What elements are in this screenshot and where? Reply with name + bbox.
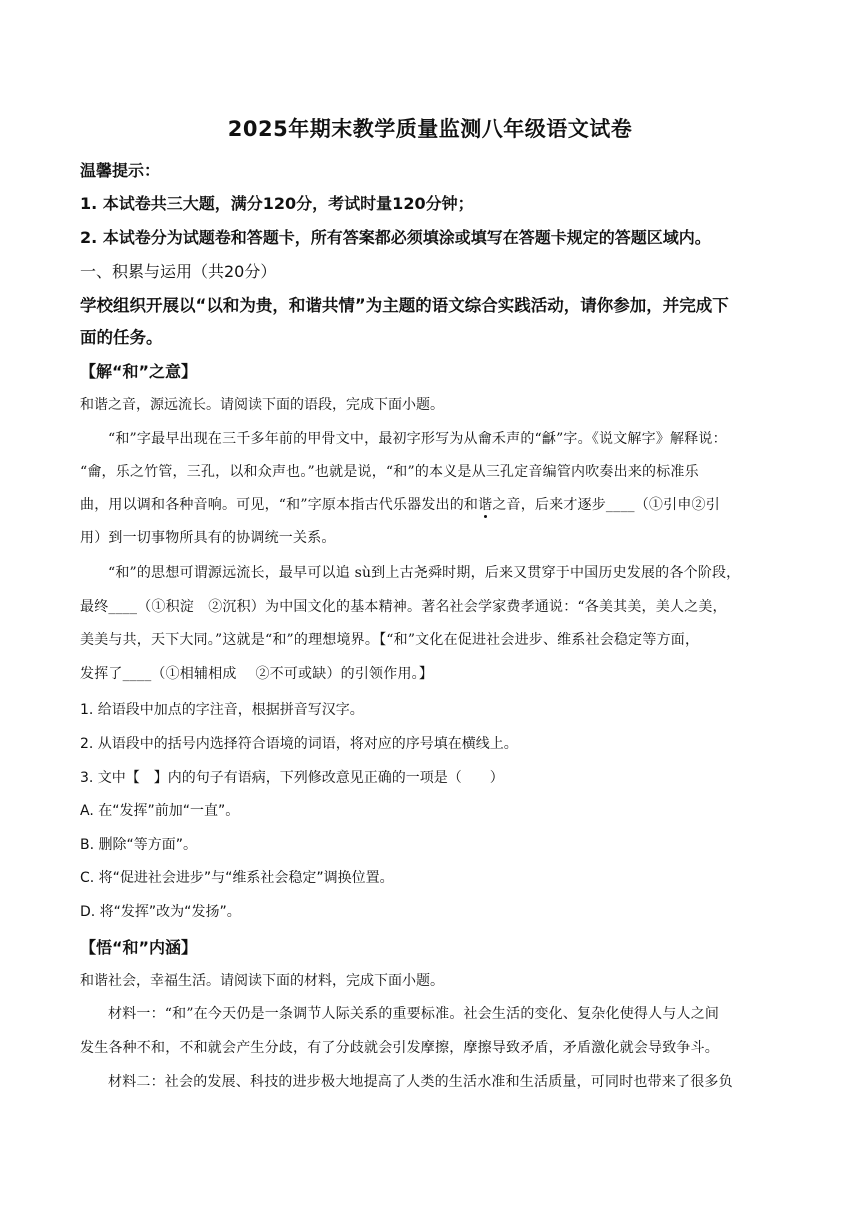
material-1-line-1: 材料一：“和”在今天仍是一条调节人际关系的重要标准。社会生活的变化、复杂化使得人与人之间 <box>108 1006 720 1022</box>
section-1-intro-line-2: 面的任务。 <box>80 328 163 347</box>
section-1-intro-line-1: 学校组织开展以“以和为贵，和谐共情”为主题的语文综合实践活动，请你参加，并完成下 <box>80 296 729 315</box>
option-c: C. 将“促进社会进步”与“维系社会稳定”调换位置。 <box>80 870 394 886</box>
part-1-heading: 【解“和”之意】 <box>80 362 198 381</box>
option-d: D. 将“发挥”改为“发扬”。 <box>80 904 241 920</box>
page-title: 2025年期末教学质量监测八年级语文试卷 <box>227 117 633 141</box>
part-2-heading: 【悟“和”内涵】 <box>80 938 198 957</box>
passage-1-line-3-b: 之音，后来才逐步____（①引申②引 <box>492 497 720 513</box>
dotted-character: 谐 <box>478 497 493 513</box>
material-2-line-1: 材料二：社会的发展、科技的进步极大地提高了人类的生活水准和生活质量，可同时也带来了很多负 <box>108 1074 733 1090</box>
part-2-lead: 和谐社会，幸福生活。请阅读下面的材料，完成下面小题。 <box>80 973 444 989</box>
option-b: B. 删除“等方面”。 <box>80 837 198 853</box>
tips-line-2: 2. 本试卷分为试题卷和答题卡，所有答案都必须填涂或填写在答题卡规定的答题区域内。 <box>80 228 711 247</box>
passage-2-line-3: 美美与共，天下大同。”这就是“和”的理想境界。【“和”文化在促进社会进步、维系社会稳定等方面， <box>80 632 700 648</box>
question-1: 1. 给语段中加点的字注音，根据拼音写汉字。 <box>80 702 364 718</box>
material-1-line-2: 发生各种不和，不和就会产生分歧，有了分歧就会引发摩擦，摩擦导致矛盾，矛盾激化就会导致争斗。 <box>80 1040 719 1056</box>
passage-1-line-1: “和”字最早出现在三千多年前的甲骨文中，最初字形写为从龠禾声的“龢”字。《说文解字》解释说： <box>108 431 727 447</box>
part-1-lead: 和谐之音，源远流长。请阅读下面的语段，完成下面小题。 <box>80 397 444 413</box>
question-3: 3. 文中【 】内的句子有语病，下列修改意见正确的一项是（ ） <box>80 770 504 786</box>
question-2: 2. 从语段中的括号内选择符合语境的词语，将对应的序号填在横线上。 <box>80 736 518 752</box>
passage-1-line-3-a: 曲，用以调和各种音响。可见，“和”字原本指古代乐器发出的和 <box>80 497 479 513</box>
section-1-heading: 一、积累与运用（共20分） <box>80 262 277 281</box>
passage-1-line-3 <box>80 494 780 514</box>
passage-2-line-1: “和”的思想可谓源远流长，最早可以追 sù到上古尧舜时期，后来又贯穿于中国历史发展的各个阶段， <box>108 565 741 581</box>
option-a: A. 在“发挥”前加“一直”。 <box>80 803 240 819</box>
tips-line-1: 1. 本试卷共三大题，满分120分，考试时量120分钟； <box>80 194 474 213</box>
passage-1-line-4: 用）到一切事物所具有的协调统一关系。 <box>80 530 336 546</box>
tips-heading: 温馨提示： <box>80 161 161 180</box>
passage-1-line-2: “龠，乐之竹管，三孔，以和众声也。”也就是说，“和”的本义是从三孔定音编管内吹奏出来的标准乐 <box>80 464 699 480</box>
passage-2-line-2: 最终____（①积淀 ②沉积）为中国文化的基本精神。著名社会学家费孝通说：“各美其美，美人之美， <box>80 599 727 615</box>
passage-2-line-4: 发挥了____（①相辅相成 ②不可或缺）的引领作用。】 <box>80 666 434 682</box>
